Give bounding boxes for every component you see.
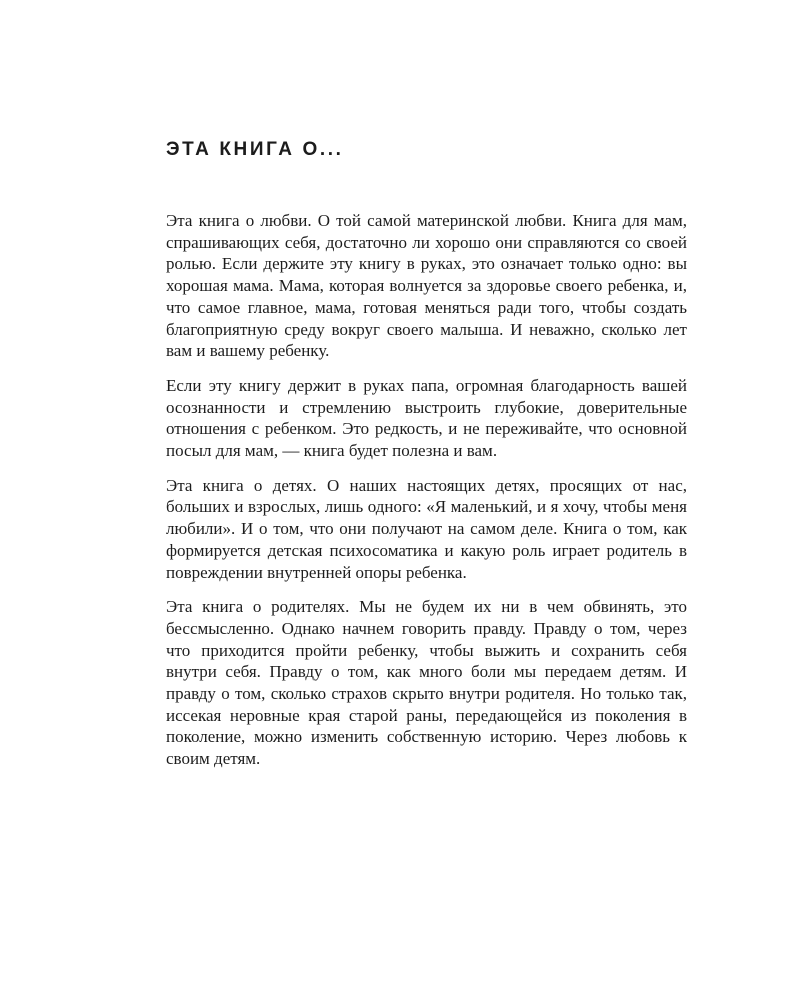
- chapter-title: ЭТА КНИГА О...: [166, 139, 344, 160]
- body-text: [166, 210, 687, 770]
- paragraph: Если эту книгу держит в руках папа, огромная благодарность вашей осознанности и стремлению выстроить глубокие, доверительные отношения с ребенком. Это редкость, и не переживайте, что основной посыл для мам, — книга будет полезна и вам.: [166, 375, 687, 461]
- page-content: [166, 139, 687, 770]
- paragraph: Эта книга о детях. О наших настоящих детях, просящих от нас, больших и взрослых, лишь одного: «Я маленький, и я хочу, чтобы меня любили». И о том, что они получают на самом деле. Книга о том, как формируется детская психосоматика и какую роль играет родитель в повреждении внутренней опоры ребенка.: [166, 475, 687, 582]
- paragraph: Эта книга о любви. О той самой материнской любви. Книга для мам, спрашивающих себя, достаточно ли хорошо они справляются со своей ролью. Если держите эту книгу в руках, это означает только одно: вы хорошая мама. Мама, которая волнуется за здоровье своего ребенка, и, что самое главное, мама, готовая меняться ради того, чтобы создать благоприятную среду вокруг своего малыша. И неважно, сколько лет вам и вашему ребенку.: [166, 211, 687, 361]
- paragraph: Эта книга о родителях. Мы не будем их ни в чем обвинять, это бессмысленно. Однако начнем говорить правду. Правду о том, через что приходится пройти ребенку, чтобы выжить и сохранить себя внутри себя. Правду о том, как много боли мы передаем детям. И правду о том, сколько страхов скрыто внутри родителя. Но только так, иссекая неровные края старой раны, передающейся из поколения в поколение, можно изменить собственную историю. Через любовь к своим детям.: [166, 597, 687, 769]
